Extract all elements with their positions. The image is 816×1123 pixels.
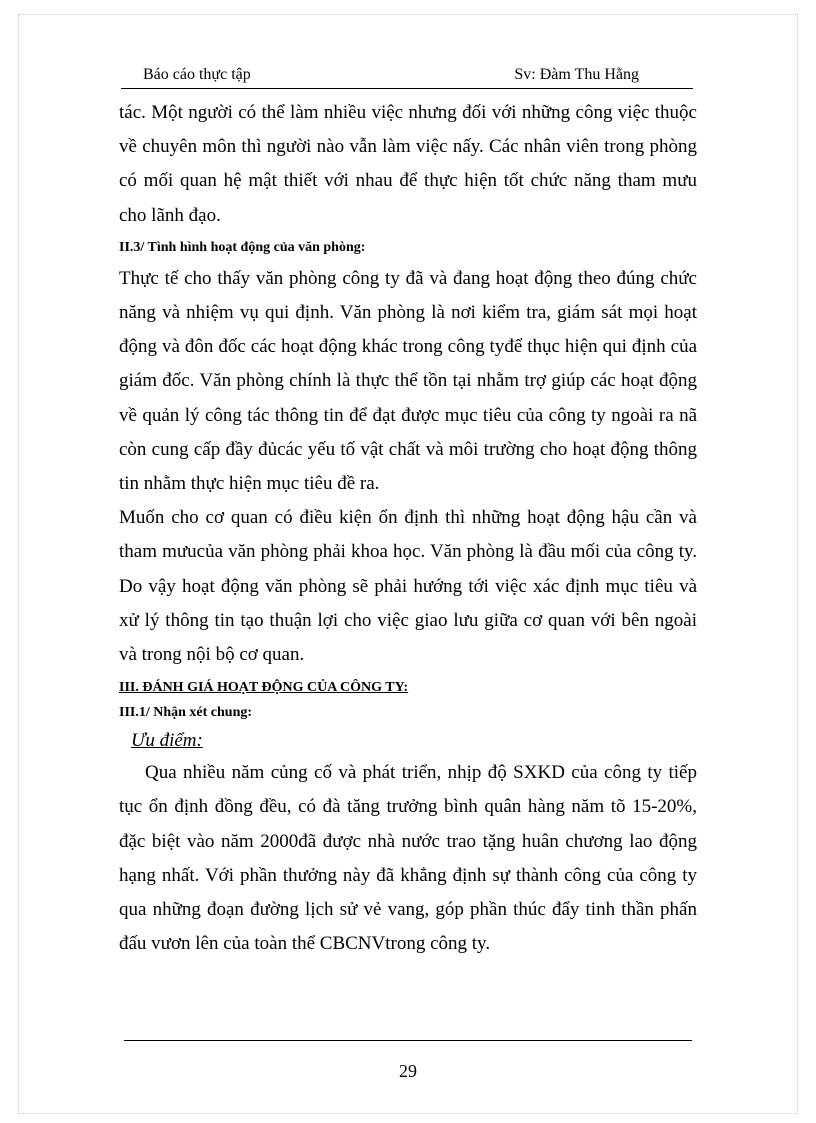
section-heading-ii3: II.3/ Tình hình hoạt động của văn phòng: xyxy=(119,239,366,255)
document-body xyxy=(119,96,697,961)
page-number: 29 xyxy=(399,1061,417,1081)
header-author: Sv: Đàm Thu Hằng xyxy=(514,66,639,83)
paragraph-office-activity: Thực tế cho thấy văn phòng công ty đã và đang hoạt động theo đúng chức năng và nhiệm vụ qui định. Văn phòng là nơi kiểm tra, giám sát mọi hoạt động và đôn đốc các hoạt động khác trong công tyđể thục hiện qui định của giám đốc. Văn phòng chính là thực thể tồn tại nhằm trợ giúp các hoạt động về quản lý công tác thông tin để đạt được mục tiêu của công ty ngoài ra nã còn cung cấp đầy đủcác yếu tố vật chất và môi trường cho hoạt động thông tin nhằm thực hiện mục tiêu đề ra. xyxy=(119,267,697,495)
section-heading-iii: III. ĐÁNH GIÁ HOẠT ĐỘNG CỦA CÔNG TY: xyxy=(119,680,409,696)
footer-divider xyxy=(124,1040,692,1041)
paragraph-office-logistics: Muốn cho cơ quan có điều kiện ổn định thì những hoạt động hậu cần và tham mưucủa văn phòng phải khoa học. Văn phòng là đầu mối của công ty. Do vậy hoạt động văn phòng sẽ phải hướng tới việc xác định mục tiêu và xử lý thông tin tạo thuận lợi cho việc giao lưu giữa cơ quan với bên ngoài và trong nội bộ cơ quan. xyxy=(119,507,697,666)
paragraph-advantages: Qua nhiều năm củng cố và phát triển, nhịp độ SXKD của công ty tiếp tục ổn định đồng đều, có đà tăng trưởng bình quân hàng năm tõ 15-20%, đặc biệt vào năm 2000đã được nhà nước trao tặng huân chương lao động hạng nhất. Với phần thưởng này đã khẳng định sự thành công của công ty qua những đoạn đường lịch sử vẻ vang, góp phần thúc đẩy tinh thần phấn đấu vươn lên của toàn thể CBCNVtrong công ty. xyxy=(119,762,697,955)
paragraph-continued: tác. Một người có thể làm nhiều việc nhưng đối với những công việc thuộc về chuyên môn thì người nào vẫn làm việc nấy. Các nhân viên trong phòng có mối quan hệ mật thiết với nhau để thực hiện tốt chức năng tham mưu cho lãnh đạo. xyxy=(119,102,697,226)
page-header xyxy=(121,62,693,89)
section-heading-iii1: III.1/ Nhận xét chung: xyxy=(119,705,253,721)
header-title: Báo cáo thực tập xyxy=(143,66,251,83)
advantages-heading: Ưu điểm: xyxy=(131,730,203,752)
